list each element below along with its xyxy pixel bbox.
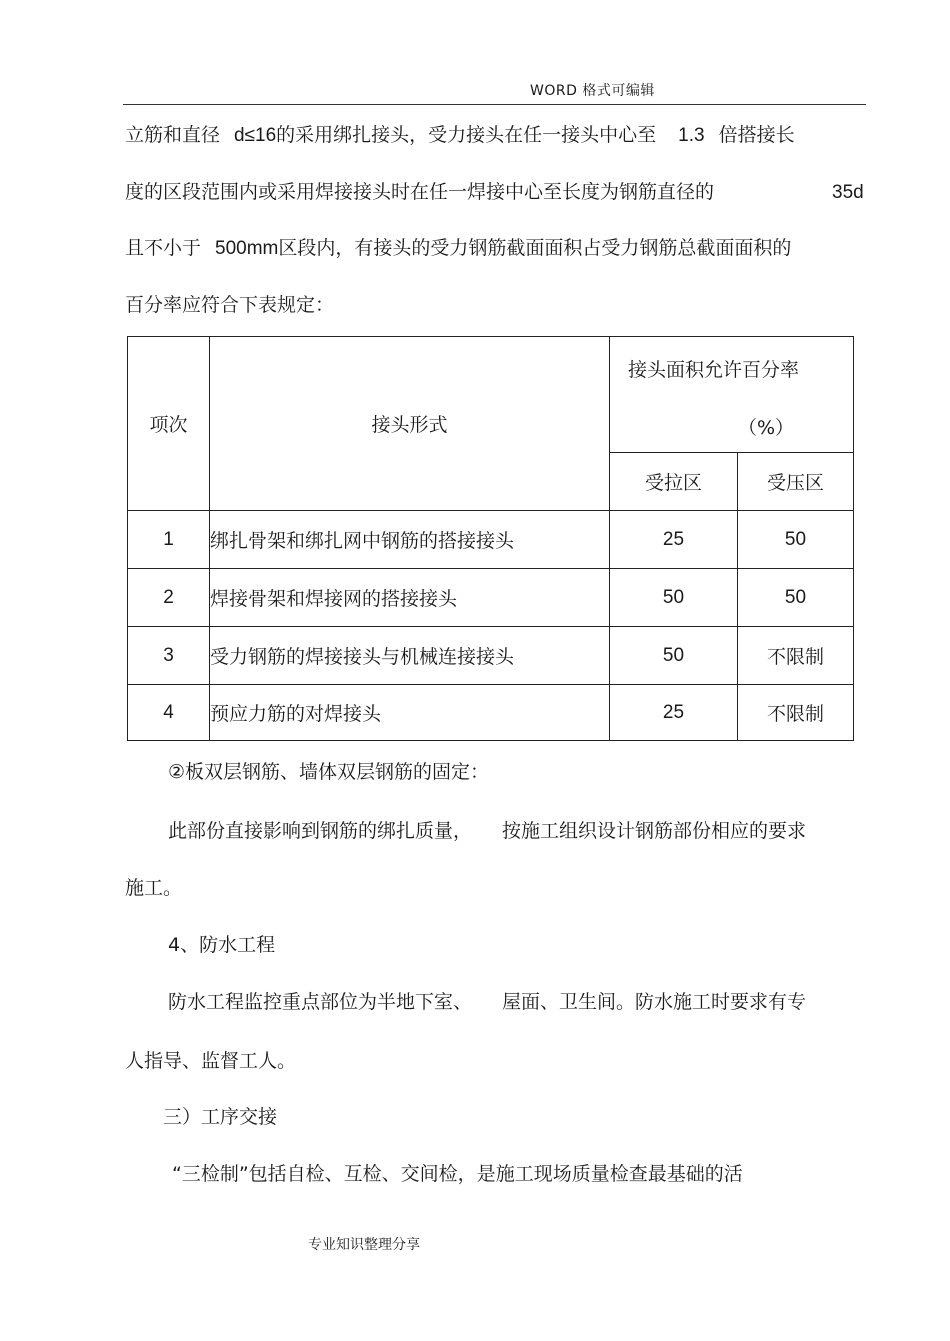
joint-ratio-table — [127, 336, 854, 741]
header-divider — [123, 104, 866, 105]
text-segment: 且不小于 — [125, 237, 202, 259]
row-tension: 25 — [610, 685, 738, 741]
table-row — [128, 511, 854, 569]
paragraph-line-1 — [125, 126, 795, 145]
text-segment: 立筋和直径 — [125, 124, 221, 146]
header-form: 接头形式 — [210, 337, 610, 511]
section3-title: 三）工序交接 — [163, 1106, 278, 1128]
section4-text-line-2: 人指导、监督工人。 — [125, 1050, 297, 1072]
row-compression: 50 — [738, 569, 854, 627]
row-form: 预应力筋的对焊接头 — [210, 685, 610, 741]
text-segment: 此部份直接影响到钢筋的绑扎质量， — [168, 820, 473, 842]
row-form: 绑扎骨架和绑扎网中钢筋的搭接接头 — [210, 511, 610, 569]
section4-title: 4、防水工程 — [168, 934, 276, 956]
row-compression: 50 — [738, 511, 854, 569]
text-segment: 度的区段范围内或采用焊接接头时在任一焊接中心至长度为钢筋直径的 — [125, 181, 715, 203]
row-index: 3 — [128, 627, 210, 685]
header-tension: 受拉区 — [610, 453, 738, 511]
item2-text-line-2: 施工。 — [125, 877, 183, 899]
row-index: 2 — [128, 569, 210, 627]
paragraph-line-2-end: 35d — [832, 182, 864, 203]
row-form: 受力钢筋的焊接接头与机械连接接头 — [210, 627, 610, 685]
page-footer: 专业知识整理分享 — [308, 1237, 420, 1253]
page-header: WORD 格式可编辑 — [530, 83, 655, 99]
row-compression: 不限制 — [738, 627, 854, 685]
paragraph-line-3 — [125, 239, 791, 258]
header-compression: 受压区 — [738, 453, 854, 511]
row-index: 4 — [128, 685, 210, 741]
table-row — [128, 685, 854, 741]
row-index: 1 — [128, 511, 210, 569]
section4-text-line-1 — [168, 993, 806, 1012]
row-tension: 25 — [610, 511, 738, 569]
text-segment: 1.3 — [678, 125, 705, 146]
text-segment: 的采用绑扎接头，受力接头在任一接头中心至 — [276, 124, 657, 146]
text-segment: d≤16 — [234, 125, 277, 146]
paragraph-line-2 — [125, 183, 714, 202]
header-index: 项次 — [128, 337, 210, 511]
text-segment: 屋面、卫生间。防水施工时要求有专 — [502, 991, 807, 1013]
row-form: 焊接骨架和焊接网的搭接接头 — [210, 569, 610, 627]
text-segment: 按施工组织设计钢筋部份相应的要求 — [502, 820, 807, 842]
row-tension: 50 — [610, 627, 738, 685]
text-segment: 防水工程监控重点部位为半地下室、 — [168, 991, 473, 1013]
section3-text-line-1: “三检制”包括自检、互检、交间检，是施工现场质量检查最基础的活 — [172, 1163, 743, 1185]
table-row — [128, 627, 854, 685]
header-ratio-line-2: （%） — [738, 417, 795, 439]
header-ratio-line-1: 接头面积允许百分率 — [628, 359, 800, 381]
table-row — [128, 569, 854, 627]
item2-title: ②板双层钢筋、墙体双层钢筋的固定： — [168, 761, 490, 783]
text-segment: 倍搭接长 — [718, 124, 795, 146]
header-ratio — [610, 337, 854, 453]
text-segment: 区段内，有接头的受力钢筋截面面积占受力钢筋总截面面积的 — [278, 237, 792, 259]
item2-text-line-1 — [168, 822, 806, 841]
paragraph-line-4: 百分率应符合下表规定： — [125, 294, 335, 316]
text-segment: 500mm — [215, 238, 279, 259]
row-tension: 50 — [610, 569, 738, 627]
row-compression: 不限制 — [738, 685, 854, 741]
